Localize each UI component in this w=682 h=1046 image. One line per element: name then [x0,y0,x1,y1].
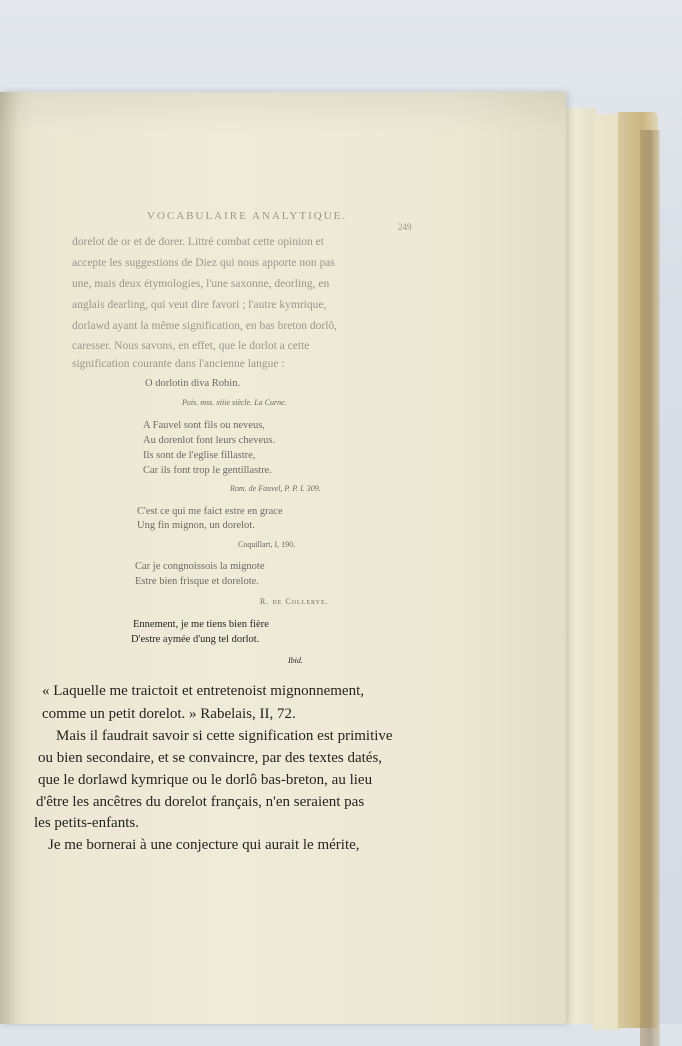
page-number: 249 [398,222,412,232]
quote-source: Rom. de Fauvel, P. P. I. 309. [230,484,321,493]
quote-source: Pois. mss. xiiie siècle. La Curne. [182,398,287,407]
page-shadow [0,92,566,132]
intro-line: accepte les suggestions de Diez qui nous apporte non pas [72,257,335,269]
intro-line: dorlawd ayant la même signification, en bas breton dorlô, [72,320,338,332]
quote-line: Car ils font trop le gentillastre. [143,465,272,476]
quote-line: O dorlotin diva Robin. [145,378,241,389]
closing-line: « Laquelle me traictoit et entretenoist mignonnement, [42,683,364,699]
intro-line: une, mais deux étymologies, l'une saxonne, deorling, en [72,278,330,290]
quote-line: D'estre aymée d'ung tel dorlot. [131,634,260,645]
quote-source: Coquillart, I, 190. [238,540,296,549]
page-stack-edge [593,114,621,1030]
intro-line: caresser. Nous savons, en effet, que le dorlot a cette [72,340,310,352]
closing-line: Je me bornerai à une conjecture qui aurait le mérite, [48,837,360,853]
quote-source: Ibid. [288,656,303,665]
closing-line: comme un petit dorelot. » Rabelais, II, 72. [42,706,296,722]
quote-line: Estre bien frisque et dorelote. [135,576,259,587]
quote-line: Au dorenlot font leurs cheveus. [143,435,276,446]
page-gutter [0,92,18,1024]
quote-line: Car je congnoissois la mignote [135,561,265,572]
closing-line: Mais il faudrait savoir si cette signification est primitive [56,728,393,744]
closing-line: les petits-enfants. [34,815,139,831]
book-page [0,92,566,1024]
quote-line: C'est ce qui me faict estre en grace [137,506,283,517]
closing-line: ou bien secondaire, et se convaincre, par des textes datés, [38,750,383,766]
closing-line: que le dorlawd kymrique ou le dorlô bas-breton, au lieu [38,772,373,788]
intro-line: signification courante dans l'ancienne langue : [72,358,285,370]
running-title: VOCABULAIRE ANALYTIQUE. [147,210,348,222]
intro-line: dorelot de or et de dorer. Littré combat cette opinion et [72,236,324,248]
intro-line: anglais dearling, qui veut dire favori ; l'autre kymrique, [72,299,327,311]
quote-line: Ung fin mignon, un dorelot. [137,520,255,531]
quote-line: Ils sont de l'eglise fillastre, [143,450,256,461]
closing-line: d'être les ancêtres du dorelot français, n'en seraient pas [36,794,365,810]
quote-line: Ennement, je me tiens bien fière [133,619,269,630]
cover-edge-shadow [640,130,660,1046]
quote-source: R. de Collerye. [260,597,329,606]
quote-line: A Fauvel sont fils ou neveus, [143,420,265,431]
